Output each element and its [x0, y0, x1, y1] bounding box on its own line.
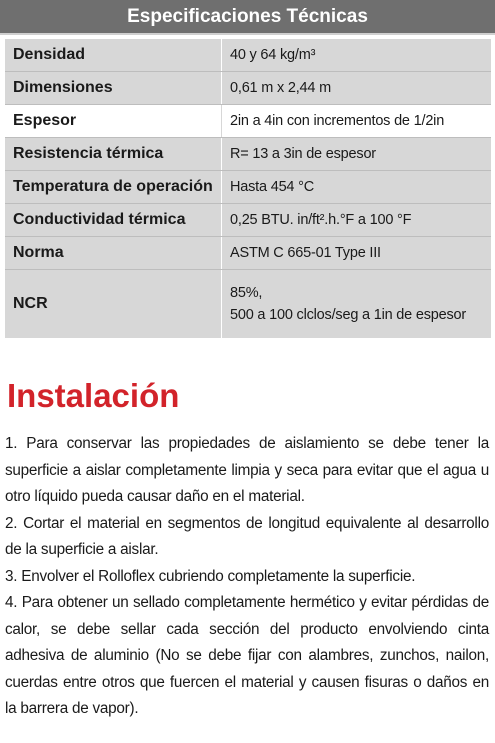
installation-step: 4. Para obtener un sellado completamente hermético y evitar pérdidas de calor, se debe sellar cada sección del producto envolviendo cinta adhesiva de aluminio (No se debe fijar con alambres, zunchos, nailon, cuerdas entre otros que fuercen el material y causen fisuras o daños en la barrera de vapor).	[5, 594, 489, 717]
spec-value: 0,25 BTU. in/ft².h.°F a 100 °F	[222, 204, 492, 236]
spec-label: Dimensiones	[5, 72, 222, 104]
spec-value-line: 500 a 100 clclos/seg a 1in de espesor	[230, 307, 467, 323]
spec-label: Espesor	[5, 105, 222, 137]
spec-value-line: 85%,	[230, 285, 263, 301]
spec-row-temperatura	[5, 171, 491, 203]
installation-step: 2. Cortar el material en segmentos de longitud equivalente al desarrollo de la superficie a aislar.	[5, 514, 489, 558]
spec-label: Temperatura de operación	[5, 171, 222, 203]
spec-value: 2in a 4in con incrementos de 1/2in	[222, 105, 492, 137]
spec-row-densidad	[5, 39, 491, 71]
spec-value: 40 y 64 kg/m³	[222, 39, 492, 71]
spec-row-espesor	[5, 105, 491, 137]
installation-steps	[5, 431, 489, 723]
spec-row-conductividad	[5, 204, 491, 236]
installation-title: Instalación	[7, 377, 180, 414]
spec-value: Hasta 454 °C	[222, 171, 492, 203]
specs-table	[5, 39, 491, 338]
spec-value: ASTM C 665-01 Type III	[222, 237, 492, 269]
spec-label: Densidad	[5, 39, 222, 71]
specs-title: Especificaciones Técnicas	[0, 0, 495, 35]
spec-row-norma	[5, 237, 491, 269]
spec-row-dimensiones	[5, 72, 491, 104]
installation-step: 1. Para conservar las propiedades de aislamiento se debe tener la superficie a aislar completamente limpia y seca para evitar que el agua u otro líquido pueda causar daño en el material.	[5, 435, 489, 505]
spec-row-resistencia	[5, 138, 491, 170]
spec-label: NCR	[5, 270, 222, 338]
spec-row-ncr	[5, 270, 491, 338]
spec-label: Conductividad térmica	[5, 204, 222, 236]
spec-label: Resistencia térmica	[5, 138, 222, 170]
spec-label: Norma	[5, 237, 222, 269]
spec-value	[222, 270, 492, 338]
spec-value: 0,61 m x 2,44 m	[222, 72, 492, 104]
spec-value: R= 13 a 3in de espesor	[222, 138, 492, 170]
installation-step: 3. Envolver el Rolloflex cubriendo completamente la superficie.	[5, 567, 416, 585]
